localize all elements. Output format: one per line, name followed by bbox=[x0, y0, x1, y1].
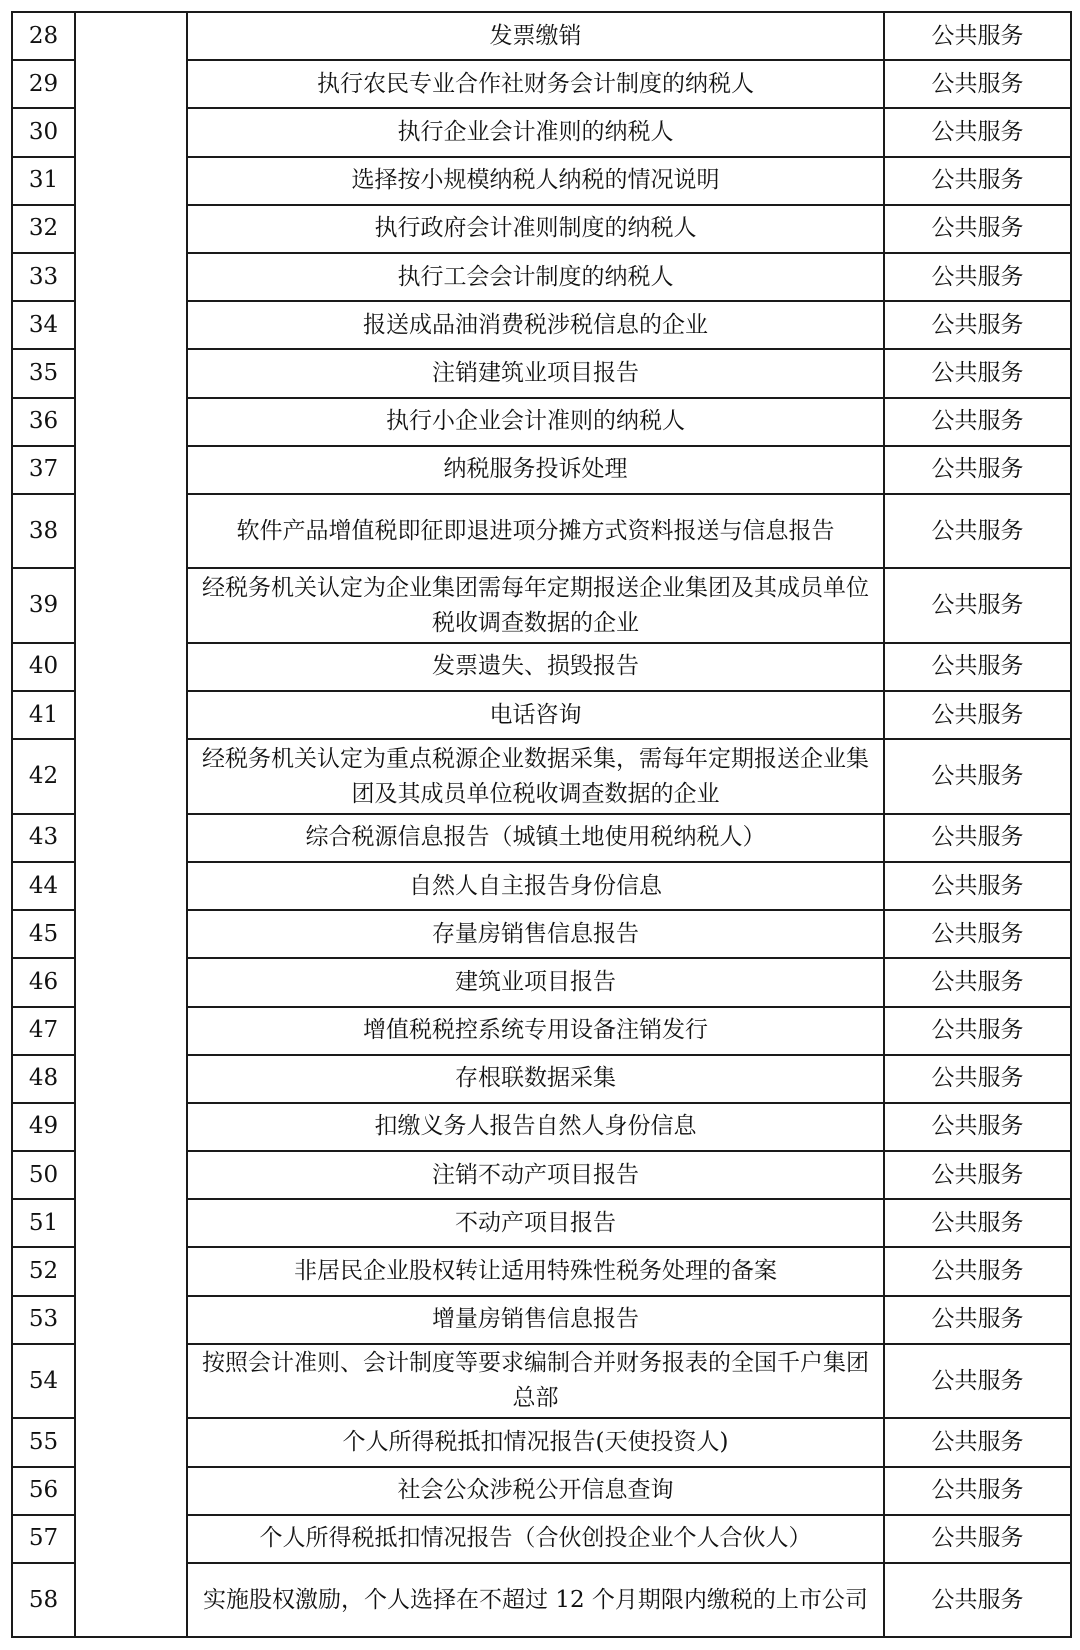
item-name-cell: 注销不动产项目报告 bbox=[187, 1151, 884, 1199]
item-name-cell: 选择按小规模纳税人纳税的情况说明 bbox=[187, 157, 884, 205]
service-type-cell: 公共服务 bbox=[884, 814, 1071, 862]
item-name-cell: 纳税服务投诉处理 bbox=[187, 446, 884, 494]
row-number-cell: 44 bbox=[12, 862, 75, 910]
service-type-cell: 公共服务 bbox=[884, 568, 1071, 643]
item-name-cell: 综合税源信息报告（城镇土地使用税纳税人） bbox=[187, 814, 884, 862]
item-name-cell: 实施股权激励，个人选择在不超过 12 个月期限内缴税的上市公司 bbox=[187, 1563, 884, 1638]
service-type-cell: 公共服务 bbox=[884, 910, 1071, 958]
row-number-cell: 53 bbox=[12, 1296, 75, 1344]
row-number-cell: 51 bbox=[12, 1199, 75, 1247]
row-number-cell: 46 bbox=[12, 958, 75, 1006]
category-merged-cell bbox=[75, 12, 187, 1637]
service-type-cell: 公共服务 bbox=[884, 157, 1071, 205]
service-type-cell: 公共服务 bbox=[884, 739, 1071, 814]
item-name-cell: 按照会计准则、会计制度等要求编制合并财务报表的全国千户集团总部 bbox=[187, 1344, 884, 1419]
service-type-cell: 公共服务 bbox=[884, 1467, 1071, 1515]
row-number-cell: 36 bbox=[12, 398, 75, 446]
row-number-cell: 47 bbox=[12, 1007, 75, 1055]
item-name-cell: 执行工会会计制度的纳税人 bbox=[187, 253, 884, 301]
service-type-cell: 公共服务 bbox=[884, 1247, 1071, 1295]
item-name-cell: 增值税税控系统专用设备注销发行 bbox=[187, 1007, 884, 1055]
service-type-cell: 公共服务 bbox=[884, 1055, 1071, 1103]
service-type-cell: 公共服务 bbox=[884, 1296, 1071, 1344]
row-number-cell: 57 bbox=[12, 1515, 75, 1563]
service-type-cell: 公共服务 bbox=[884, 1103, 1071, 1151]
service-table bbox=[11, 11, 1072, 1638]
row-number-cell: 42 bbox=[12, 739, 75, 814]
service-type-cell: 公共服务 bbox=[884, 253, 1071, 301]
row-number-cell: 58 bbox=[12, 1563, 75, 1638]
service-type-cell: 公共服务 bbox=[884, 1563, 1071, 1638]
row-number-cell: 56 bbox=[12, 1467, 75, 1515]
item-name-cell: 扣缴义务人报告自然人身份信息 bbox=[187, 1103, 884, 1151]
row-number-cell: 30 bbox=[12, 108, 75, 156]
service-type-cell: 公共服务 bbox=[884, 494, 1071, 569]
item-name-cell: 经税务机关认定为企业集团需每年定期报送企业集团及其成员单位税收调查数据的企业 bbox=[187, 568, 884, 643]
row-number-cell: 34 bbox=[12, 301, 75, 349]
row-number-cell: 48 bbox=[12, 1055, 75, 1103]
service-type-cell: 公共服务 bbox=[884, 446, 1071, 494]
row-number-cell: 31 bbox=[12, 157, 75, 205]
row-number-cell: 32 bbox=[12, 205, 75, 253]
service-type-cell: 公共服务 bbox=[884, 301, 1071, 349]
service-type-cell: 公共服务 bbox=[884, 12, 1071, 60]
row-number-cell: 33 bbox=[12, 253, 75, 301]
item-name-cell: 个人所得税抵扣情况报告(天使投资人) bbox=[187, 1418, 884, 1466]
row-number-cell: 29 bbox=[12, 60, 75, 108]
item-name-cell: 存根联数据采集 bbox=[187, 1055, 884, 1103]
row-number-cell: 39 bbox=[12, 568, 75, 643]
service-type-cell: 公共服务 bbox=[884, 349, 1071, 397]
item-name-cell: 不动产项目报告 bbox=[187, 1199, 884, 1247]
row-number-cell: 50 bbox=[12, 1151, 75, 1199]
service-type-cell: 公共服务 bbox=[884, 108, 1071, 156]
item-name-cell: 报送成品油消费税涉税信息的企业 bbox=[187, 301, 884, 349]
service-type-cell: 公共服务 bbox=[884, 398, 1071, 446]
row-number-cell: 43 bbox=[12, 814, 75, 862]
service-type-cell: 公共服务 bbox=[884, 1199, 1071, 1247]
row-number-cell: 41 bbox=[12, 691, 75, 739]
service-type-cell: 公共服务 bbox=[884, 1007, 1071, 1055]
row-number-cell: 38 bbox=[12, 494, 75, 569]
row-number-cell: 45 bbox=[12, 910, 75, 958]
row-number-cell: 52 bbox=[12, 1247, 75, 1295]
item-name-cell: 增量房销售信息报告 bbox=[187, 1296, 884, 1344]
service-type-cell: 公共服务 bbox=[884, 1344, 1071, 1419]
service-type-cell: 公共服务 bbox=[884, 205, 1071, 253]
item-name-cell: 经税务机关认定为重点税源企业数据采集，需每年定期报送企业集团及其成员单位税收调查数据的企业 bbox=[187, 739, 884, 814]
row-number-cell: 35 bbox=[12, 349, 75, 397]
item-name-cell: 注销建筑业项目报告 bbox=[187, 349, 884, 397]
table-body bbox=[12, 12, 1071, 1637]
service-type-cell: 公共服务 bbox=[884, 1418, 1071, 1466]
service-type-cell: 公共服务 bbox=[884, 1515, 1071, 1563]
item-name-cell: 建筑业项目报告 bbox=[187, 958, 884, 1006]
item-name-cell: 非居民企业股权转让适用特殊性税务处理的备案 bbox=[187, 1247, 884, 1295]
item-name-cell: 发票缴销 bbox=[187, 12, 884, 60]
item-name-cell: 执行农民专业合作社财务会计制度的纳税人 bbox=[187, 60, 884, 108]
item-name-cell: 执行政府会计准则制度的纳税人 bbox=[187, 205, 884, 253]
service-type-cell: 公共服务 bbox=[884, 643, 1071, 691]
item-name-cell: 发票遗失、损毁报告 bbox=[187, 643, 884, 691]
item-name-cell: 执行企业会计准则的纳税人 bbox=[187, 108, 884, 156]
row-number-cell: 55 bbox=[12, 1418, 75, 1466]
row-number-cell: 40 bbox=[12, 643, 75, 691]
item-name-cell: 自然人自主报告身份信息 bbox=[187, 862, 884, 910]
item-name-cell: 电话咨询 bbox=[187, 691, 884, 739]
service-type-cell: 公共服务 bbox=[884, 958, 1071, 1006]
item-name-cell: 存量房销售信息报告 bbox=[187, 910, 884, 958]
service-type-cell: 公共服务 bbox=[884, 691, 1071, 739]
item-name-cell: 软件产品增值税即征即退进项分摊方式资料报送与信息报告 bbox=[187, 494, 884, 569]
table-row bbox=[12, 12, 1071, 60]
row-number-cell: 37 bbox=[12, 446, 75, 494]
row-number-cell: 54 bbox=[12, 1344, 75, 1419]
item-name-cell: 社会公众涉税公开信息查询 bbox=[187, 1467, 884, 1515]
item-name-cell: 个人所得税抵扣情况报告（合伙创投企业个人合伙人） bbox=[187, 1515, 884, 1563]
service-type-cell: 公共服务 bbox=[884, 60, 1071, 108]
row-number-cell: 49 bbox=[12, 1103, 75, 1151]
row-number-cell: 28 bbox=[12, 12, 75, 60]
service-type-cell: 公共服务 bbox=[884, 1151, 1071, 1199]
service-type-cell: 公共服务 bbox=[884, 862, 1071, 910]
service-table-container bbox=[11, 11, 1070, 1638]
item-name-cell: 执行小企业会计准则的纳税人 bbox=[187, 398, 884, 446]
